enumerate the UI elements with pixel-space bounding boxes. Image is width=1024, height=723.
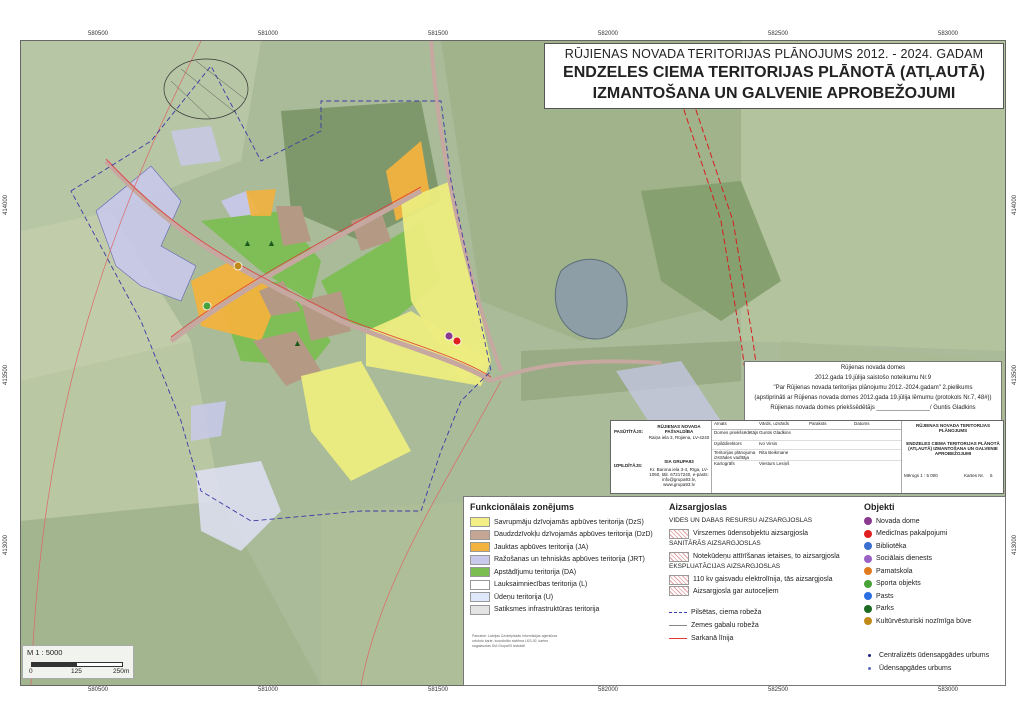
legend-zone-label: Ražošanas un tehniskās apbūves teritorija (JRT) (494, 556, 645, 563)
legend-buffer-item (669, 586, 779, 596)
legend-buffer-group (669, 540, 761, 547)
legend-object-icon (864, 605, 872, 613)
legend-buffer-item (669, 529, 808, 539)
legend-objects-title: Objekti (864, 502, 895, 512)
legend-swatch (470, 517, 490, 527)
legend-well-label: Centralizēts ūdensapgādes urbums (879, 652, 990, 659)
legend-swatch (669, 552, 689, 562)
decree-line-1: Rūjienas novada domes (840, 365, 906, 371)
legend-line-label: Sarkanā līnija (691, 635, 734, 642)
legend-line-item (669, 609, 761, 616)
legend-buffer-label: SANITĀRĀS AIZSARGJOSLAS (669, 540, 761, 547)
legend-buffer-group (669, 517, 812, 524)
executor-address: Kr. Barona iela 3-4, Rīga, LV-1050, tālr. 67217240, e-pasts: info@grupa93.lv, www.grupa93.lv (649, 467, 709, 487)
legend-swatch (470, 530, 490, 540)
decree-line-4: (apstiprināti ar Rūjienas novada domes 2012.gada 19.jūlija lēmumu (protokols Nr.7, 48#)) (754, 395, 992, 401)
grid-tick-bot-6: 583000 (938, 687, 959, 693)
grid-tick-top-1: 580500 (88, 31, 109, 37)
map-title-main: ENDZELES CIEMA TERITORIJAS PLĀNOTĀ (ATĻAUTĀ) (563, 64, 985, 81)
legend-zone-label: Savrupmāju dzīvojamās apbūves teritorija (DzS) (494, 518, 644, 526)
approval-block (744, 361, 1002, 421)
scale-unit: m (124, 668, 130, 675)
legend-object-item (864, 617, 971, 625)
map-credits: Pamatne: Latvijas Ģeotelpiskās informācijas aģentūras ortofoto karte, koordinātu sistēma LKS-92, kartes sagatavotas SIA Grupa93 izstrādē (472, 634, 558, 648)
legend-object-icon (864, 517, 872, 525)
legend-line-swatch (669, 638, 687, 639)
legend-buffer-label: Virszemes ūdensobjektu aizsargjosla (693, 530, 809, 537)
legend-well-label: Ūdensapgādes urbums (879, 664, 952, 672)
legend-well-icon (868, 667, 871, 670)
legend-object-label: Kultūrvēsturiski nozīmīga būve (876, 617, 972, 625)
legend-well-item (864, 652, 989, 659)
sig-hdr-name: Vārds, uzvārds (759, 421, 790, 426)
legend-zone-item (470, 567, 576, 577)
decree-line-3: "Par Rūjienas novada teritorijas plānojumu 2012.-2024.gadam" 2.pielikums (773, 385, 973, 391)
legend-swatch (669, 575, 689, 585)
legend-object-label: Parks (876, 605, 894, 612)
decree-line-5: Rūjienas novada domes priekšsēdētājs ________________/ Guntis Gladkins (770, 405, 976, 411)
legend-object-label: Bibliotēka (876, 542, 907, 550)
legend-object-label: Pamatskola (876, 567, 913, 575)
legend-zone-label: Lauksaimniecības teritorija (L) (494, 581, 588, 588)
grid-tick-right-2: 413500 (1012, 364, 1018, 385)
legend-zone-label: Satiksmes infrastruktūras teritorija (494, 606, 600, 613)
sig-hdr-date: Datums (854, 421, 870, 426)
scale-bar-graphic (31, 662, 123, 667)
legend-swatch (470, 567, 490, 577)
sig-role: Domes priekšsēdētājs (714, 430, 759, 435)
legend-line-label: Pilsētas, ciema robeža (691, 609, 762, 616)
legend-well-item (864, 665, 951, 672)
svg-text:▲: ▲ (293, 338, 302, 348)
legend-line-swatch (669, 625, 687, 626)
grid-tick-left-1: 414000 (3, 194, 9, 215)
legend-zone-item (470, 517, 644, 527)
legend-object-label: Sporta objekts (876, 580, 921, 587)
legend-zone-item (470, 592, 553, 602)
legend-buffer-item (669, 552, 840, 562)
legend-object-label: Novada dome (876, 517, 920, 525)
legend-line-item (669, 635, 733, 642)
legend-zone-label: Jauktas apbūves teritorija (JA) (494, 543, 589, 551)
legend-zones-title: Funkcionālais zonējums (470, 502, 575, 512)
legend-object-item (864, 542, 906, 550)
legend-object-item (864, 517, 920, 525)
executor-name: SIA GRUPA93 (664, 459, 694, 464)
legend-object-label: Sociālais dienests (876, 555, 933, 562)
legend-object-icon (864, 555, 872, 563)
map-title-sub: IZMANTOŠANA UN GALVENIE APROBEŽOJUMI (592, 85, 956, 102)
plan-sheet-title: ENDZELES CIEMA TERITORIJAS PLĀNOTĀ (ATĻAUTĀ) IZMANTOŠANA UN GALVENIE APROBEŽOJUMI (906, 441, 1000, 456)
scale-tick-0: 0 (29, 668, 33, 675)
legend-buffers-title: Aizsargjoslas (669, 502, 728, 512)
legend-object-icon (864, 580, 872, 588)
legend-object-item (864, 530, 947, 538)
legend-object-item (864, 605, 894, 613)
legend-buffer-label: Aizsargjosla gar autoceļiem (693, 587, 779, 595)
grid-tick-top-5: 582500 (768, 31, 789, 37)
decree-line-2: 2012.gada 19.jūlija saistošo noteikumu Nr.9 (814, 375, 932, 381)
legend-buffer-label: EKSPLUATĀCIJAS AIZSARGJOSLAS (669, 563, 781, 570)
sig-name: Guntis Gladkins (759, 430, 791, 435)
legend-zone-item (470, 580, 587, 590)
plan-name: RŪJIENAS NOVADA TERITORIJAS PLĀNOJUMS (916, 423, 990, 433)
legend-object-icon (864, 530, 872, 538)
legend-buffer-label: Notekūdeņu attīrīšanas ietaises, to aizsargjosla (693, 553, 840, 560)
legend-swatch (470, 592, 490, 602)
legend-swatch (470, 555, 490, 565)
sig-name: Rita Beikmane (759, 450, 789, 455)
grid-tick-right-3: 413000 (1012, 534, 1018, 555)
grid-tick-left-3: 413000 (3, 534, 9, 555)
legend-swatch (470, 580, 490, 590)
scale-tick-250: 250 (113, 668, 124, 675)
legend-object-icon (864, 617, 872, 625)
legend-object-item (864, 580, 921, 588)
scale-tick-125: 125 (71, 668, 82, 675)
sig-role: Izpilddirektors (714, 441, 742, 446)
legend-zone-label: Daudzdzīvokļu dzīvojamās apbūves teritorija (DzD) (494, 531, 653, 538)
client-name: RŪJIENAS NOVADA PAŠVALDĪBA (657, 424, 701, 434)
legend-swatch (669, 586, 689, 596)
legend-line-item (669, 622, 759, 629)
legend-object-item (864, 555, 932, 563)
grid-tick-bot-2: 581000 (258, 687, 279, 693)
legend-zone-item (470, 530, 653, 540)
svg-text:▲: ▲ (243, 238, 252, 248)
grid-tick-top-4: 582000 (598, 31, 619, 37)
map-title-panel (544, 43, 1004, 109)
sig-role: Kartogrāfs (714, 461, 735, 466)
legend-object-icon (864, 567, 872, 575)
legend-zone-item (470, 555, 645, 565)
legend-swatch (669, 529, 689, 539)
plan-id-block (901, 421, 1004, 493)
grid-tick-top-3: 581500 (428, 31, 449, 37)
grid-tick-left-2: 413500 (3, 364, 9, 385)
legend-zone-item (470, 605, 599, 615)
sig-hdr-role: Amats (714, 421, 727, 426)
sig-role: Teritorijas plānojuma izstrādes vadītāja (714, 450, 756, 460)
legend-zone-label: Ūdeņu teritorija (U) (494, 593, 554, 601)
legend-zone-item (470, 542, 588, 552)
legend-well-icon (868, 654, 871, 657)
legend-object-item (864, 567, 913, 575)
title-block (610, 420, 1004, 494)
legend-object-label: Medicīnas pakalpojumi (876, 530, 948, 537)
client-address: Raiņa iela 3, Rūjiena, LV-4240 (648, 435, 710, 440)
scale-bar (22, 645, 134, 679)
scale-text: Mērogs 1 : 5 000 (904, 473, 938, 478)
grid-tick-bot-3: 581500 (428, 687, 449, 693)
sig-hdr-sign: Paraksts (809, 421, 827, 426)
legend-buffer-label: VIDES UN DABAS RESURSU AIZSARGJOSLAS (669, 517, 813, 524)
grid-tick-bot-1: 580500 (88, 687, 109, 693)
legend-swatch (470, 605, 490, 615)
map-title-plan: RŪJIENAS NOVADA TERITORIJAS PLĀNOJUMS 2012. - 2024. GADAM (564, 47, 984, 61)
legend-object-icon (864, 542, 872, 550)
legend-buffer-group (669, 563, 780, 570)
grid-tick-bot-4: 582000 (598, 687, 619, 693)
sig-name: Ivo Virsis (759, 441, 778, 446)
legend-line-swatch (669, 612, 687, 613)
sheet-number-label: Kartes Nr. (964, 473, 985, 478)
sig-name: Viesturs Lesiņš (759, 461, 790, 466)
legend-line-label: Zemes gabalu robeža (691, 622, 759, 629)
map-legend (463, 496, 1006, 686)
signature-table (711, 421, 902, 493)
legend-zone-label: Apstādījumu teritorija (DA) (494, 568, 577, 576)
grid-tick-right-1: 414000 (1012, 194, 1018, 215)
grid-tick-top-6: 583000 (938, 31, 959, 37)
grid-tick-bot-5: 582500 (768, 687, 789, 693)
legend-object-icon (864, 592, 872, 600)
legend-buffer-item (669, 575, 833, 585)
grid-tick-top-2: 581000 (258, 31, 279, 37)
legend-object-label: Pasts (876, 592, 894, 600)
legend-object-item (864, 592, 894, 600)
client-label: PASŪTĪTĀJS: (614, 429, 644, 434)
legend-swatch (470, 542, 490, 552)
executor-label: IZPILDĪTĀJS: (614, 463, 643, 468)
scale-label: M 1 : 5000 (27, 648, 63, 657)
svg-text:▲: ▲ (267, 238, 276, 248)
sheet-number: 5 (990, 473, 993, 478)
legend-buffer-label: 110 kv gaisvadu elektrolīnija, tās aizsargjosla (693, 576, 833, 583)
